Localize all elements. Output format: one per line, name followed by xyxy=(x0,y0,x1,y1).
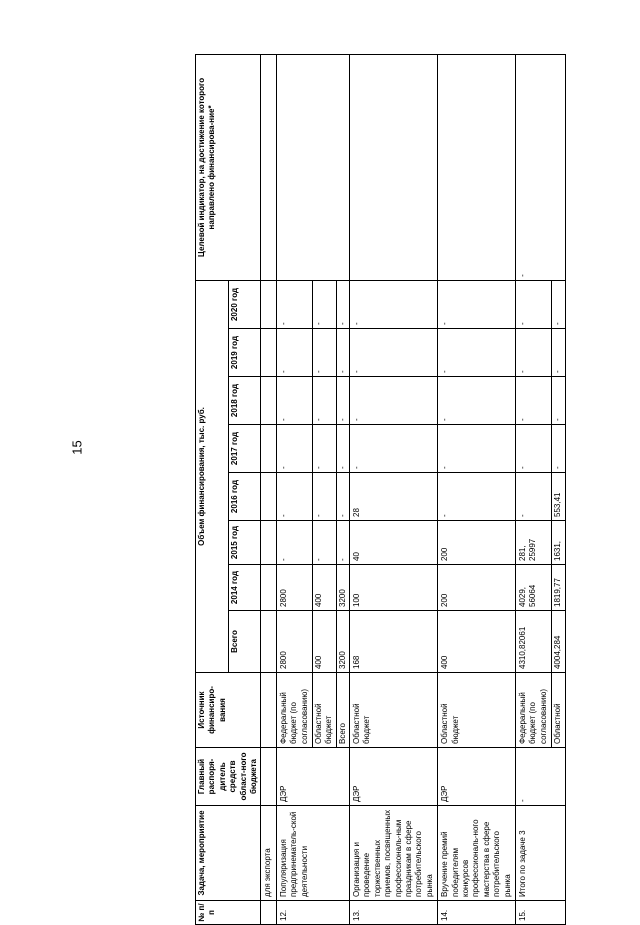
cell-indicator xyxy=(276,54,349,280)
cell-y2014: 100 xyxy=(350,565,438,611)
cell-executor: - xyxy=(515,748,565,806)
cell-y2014: 3200 xyxy=(336,565,349,611)
cell-y2018: - xyxy=(336,377,349,425)
cell-source: Всего xyxy=(336,673,349,748)
cell-y2017: - xyxy=(350,425,438,473)
table-row xyxy=(515,54,551,924)
financing-table xyxy=(195,54,566,925)
cell-indicator xyxy=(438,54,516,280)
cell-indicator xyxy=(350,54,438,280)
cell-blank xyxy=(261,54,276,280)
col-header-2015: 2015 год xyxy=(228,521,261,565)
cell-executor: ДЭР xyxy=(438,748,516,806)
cell-y2016: - xyxy=(515,473,551,521)
cell-y2016: 28 xyxy=(350,473,438,521)
cell-y2014: 4029, 56064 xyxy=(515,565,551,611)
col-header-executor: Главный распоря-дитель средств област-ного бюджета xyxy=(196,748,261,806)
cell-y2017: - xyxy=(312,425,336,473)
cell-y2018: - xyxy=(276,377,312,425)
cell-task: Вручение премий победителям конкурсов профессиональ-ного мастерства в сфере потребительского рынка xyxy=(438,806,516,901)
cell-blank xyxy=(261,473,276,521)
cell-y2020: - xyxy=(336,280,349,328)
cell-y2016: - xyxy=(438,473,516,521)
cell-blank xyxy=(261,329,276,377)
cell-blank xyxy=(261,565,276,611)
cell-y2016: - xyxy=(312,473,336,521)
cell-y2019: - xyxy=(350,329,438,377)
cell-y2015: 1631, xyxy=(552,521,565,565)
rotated-table-container xyxy=(195,55,640,925)
col-header-2014: 2014 год xyxy=(228,565,261,611)
cell-y2015: 281, 25997 xyxy=(515,521,551,565)
page-number: 15 xyxy=(69,440,85,455)
cell-y2018: - xyxy=(350,377,438,425)
cell-y2015: - xyxy=(336,521,349,565)
cell-y2017: - xyxy=(438,425,516,473)
cell-y2016: - xyxy=(276,473,312,521)
cell-total: 4310,82061 xyxy=(515,611,551,673)
col-header-2016: 2016 год xyxy=(228,473,261,521)
cell-y2020: - xyxy=(515,280,551,328)
col-header-num: № п/п xyxy=(196,901,261,925)
cell-source: Областной бюджет xyxy=(438,673,516,748)
cell-blank xyxy=(261,748,276,806)
col-header-2018: 2018 год xyxy=(228,377,261,425)
cell-y2019: - xyxy=(312,329,336,377)
cell-y2017: - xyxy=(552,425,565,473)
cell-num: 14. xyxy=(438,901,516,925)
cell-y2015: - xyxy=(312,521,336,565)
cell-total: 400 xyxy=(438,611,516,673)
cell-source: Областной бюджет xyxy=(350,673,438,748)
cell-blank xyxy=(261,611,276,673)
table-row xyxy=(276,54,312,924)
cell-total: 3200 xyxy=(336,611,349,673)
cell-task: Итого по задаче 3 xyxy=(515,806,565,901)
cell-source: Федеральный бюджет (по согласованию) xyxy=(276,673,312,748)
cell-y2020: - xyxy=(552,280,565,328)
col-header-total: Всего xyxy=(228,611,261,673)
cell-y2015: - xyxy=(276,521,312,565)
cell-blank xyxy=(261,280,276,328)
cell-y2019: - xyxy=(515,329,551,377)
cell-y2019: - xyxy=(552,329,565,377)
cell-y2020: - xyxy=(312,280,336,328)
cell-y2015: 40 xyxy=(350,521,438,565)
table-row xyxy=(438,54,516,924)
cell-y2018: - xyxy=(515,377,551,425)
col-header-volume: Объем финансирования, тыс. руб. xyxy=(196,280,229,672)
cell-y2018: - xyxy=(312,377,336,425)
cell-total: 4004,284 xyxy=(552,611,565,673)
col-header-task: Задача, мероприятие xyxy=(196,806,261,901)
cell-task: Популяризация предпринематель-ской деятельности xyxy=(276,806,349,901)
col-header-source: Источник финансиро-вания xyxy=(196,673,261,748)
cell-blank xyxy=(261,425,276,473)
cell-y2019: - xyxy=(336,329,349,377)
cell-blank xyxy=(261,521,276,565)
cell-y2014: 200 xyxy=(438,565,516,611)
cell-num: 12. xyxy=(276,901,349,925)
cell-total: 168 xyxy=(350,611,438,673)
cell-y2017: - xyxy=(515,425,551,473)
col-header-2019: 2019 год xyxy=(228,329,261,377)
cell-num: 15. xyxy=(515,901,565,925)
cell-source: Областной бюджет xyxy=(312,673,336,748)
cell-y2017: - xyxy=(276,425,312,473)
cell-y2014: 1819,77 xyxy=(552,565,565,611)
cell-blank xyxy=(261,901,276,925)
cell-y2016: 553,41 xyxy=(552,473,565,521)
cell-y2015: 200 xyxy=(438,521,516,565)
cell-y2020: - xyxy=(276,280,312,328)
cell-y2017: - xyxy=(336,425,349,473)
cell-source: Федеральный бюджет (по согласованию) xyxy=(515,673,551,748)
cell-executor: ДЭР xyxy=(350,748,438,806)
cell-task: Организация и проведение торжественных приемов, посвященных профессиональ-ным праздникам в сфере потребительского рынка xyxy=(350,806,438,901)
cell-y2019: - xyxy=(276,329,312,377)
cell-y2014: 400 xyxy=(312,565,336,611)
cell-y2019: - xyxy=(438,329,516,377)
cell-total: 400 xyxy=(312,611,336,673)
cell-source: Областной xyxy=(552,673,565,748)
cell-indicator: - xyxy=(515,54,565,280)
cell-y2014: 2800 xyxy=(276,565,312,611)
cell-y2018: - xyxy=(552,377,565,425)
col-header-2020: 2020 год xyxy=(228,280,261,328)
cell-num: 13. xyxy=(350,901,438,925)
cell-continuation: для экспорта xyxy=(261,806,276,901)
col-header-indicator: Целевой индикатор, на достижение которого направлено финансирова-ние* xyxy=(196,54,261,280)
cell-blank xyxy=(261,673,276,748)
cell-blank xyxy=(261,377,276,425)
cell-executor: ДЭР xyxy=(276,748,349,806)
col-header-2017: 2017 год xyxy=(228,425,261,473)
cell-y2016: - xyxy=(336,473,349,521)
cell-total: 2800 xyxy=(276,611,312,673)
cell-y2020: - xyxy=(438,280,516,328)
table-row xyxy=(261,54,276,924)
cell-y2018: - xyxy=(438,377,516,425)
cell-y2020: - xyxy=(350,280,438,328)
table-row xyxy=(350,54,438,924)
